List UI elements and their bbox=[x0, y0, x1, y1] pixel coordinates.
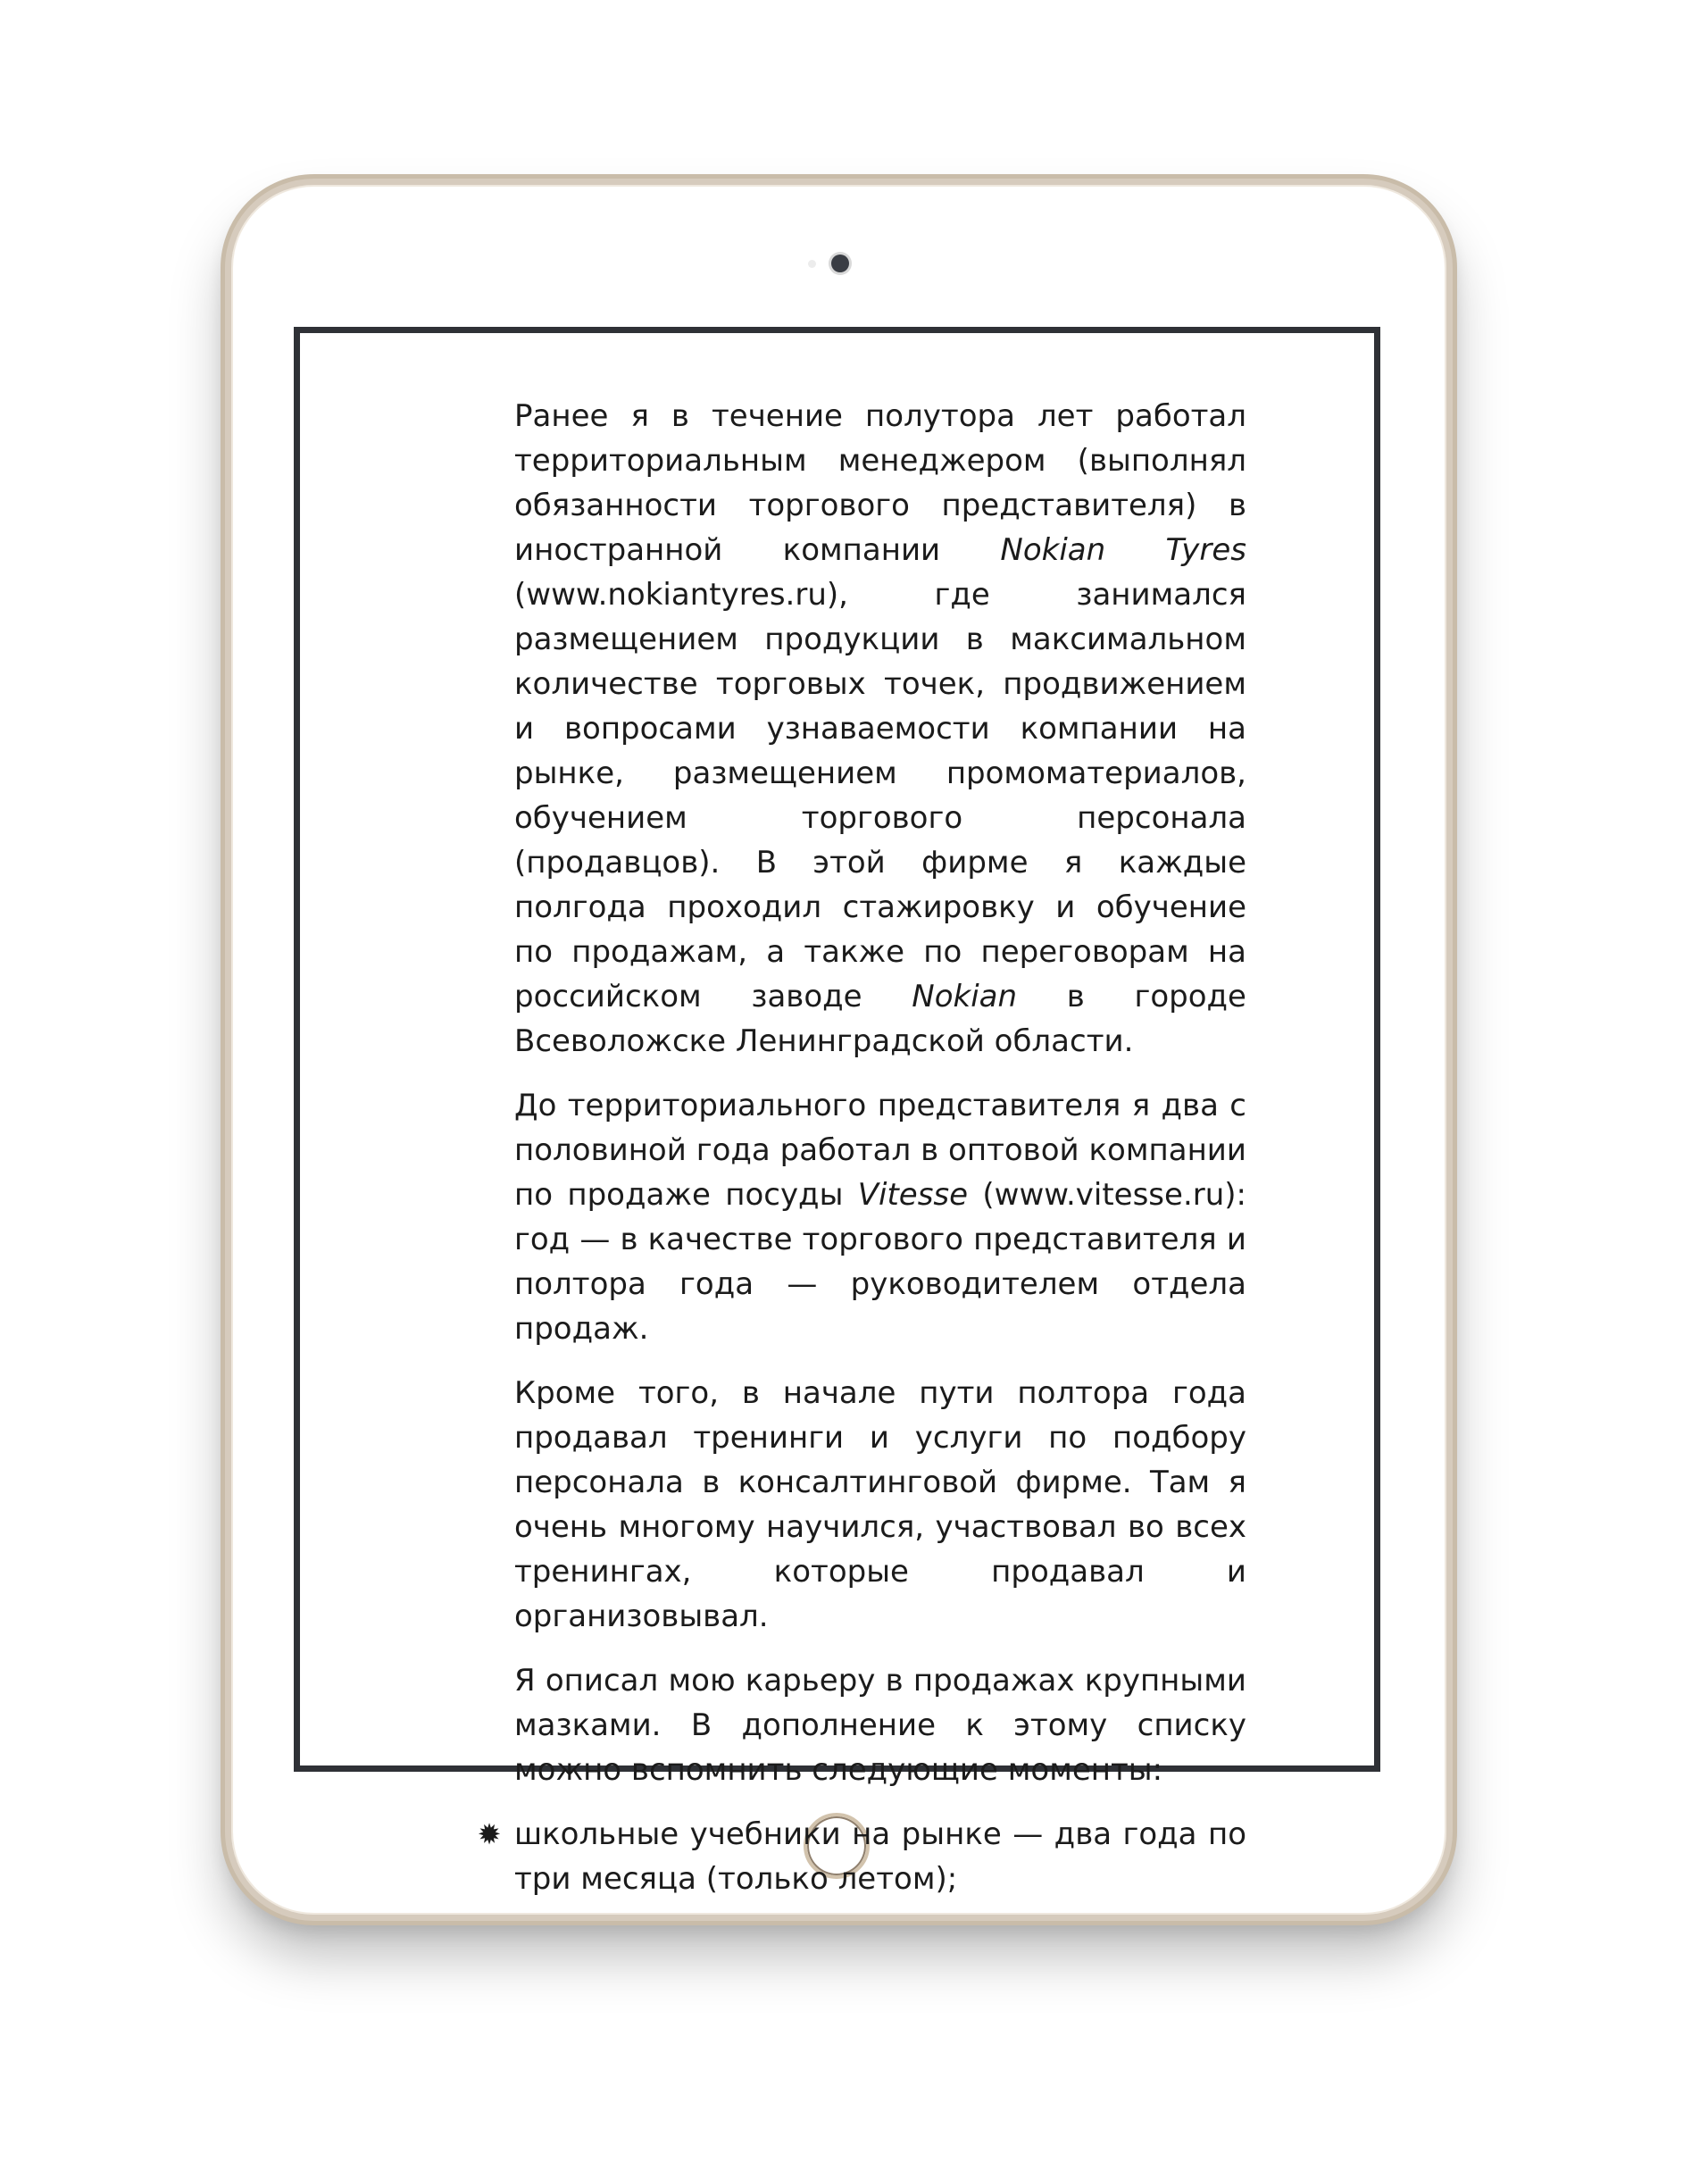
text-run: в городе Всеволожске Ленинградской области. bbox=[514, 979, 1246, 1059]
text-run: Ранее я в течение полутора лет работал территориальным менеджером (выполнял обязанности торгового представителя) в иностранной компании bbox=[514, 398, 1246, 568]
paragraph bbox=[514, 1658, 1246, 1792]
text-run: До территориального представителя я два с половиной года работал в оптовой компании по продаже посуды bbox=[514, 1088, 1246, 1213]
paragraph bbox=[514, 1083, 1246, 1351]
list-item-text: школьные учебники на рынке — два года по три месяца (только летом); bbox=[514, 1816, 1246, 1897]
bullet-list bbox=[477, 1812, 1246, 1901]
italic-text: Vitesse bbox=[857, 1177, 969, 1213]
light-sensor bbox=[808, 260, 816, 268]
text-run: (www.vitesse.ru): год — в качестве торгового представителя и полтора года — руководителем отдела продаж. bbox=[514, 1177, 1246, 1347]
paragraph-container bbox=[514, 394, 1246, 1792]
italic-text: Nokian Tyres bbox=[1000, 532, 1246, 568]
text-run: (www.nokiantyres.ru), где занимался размещением продукции в максимальном количестве торговых точек, продвижением и вопросами узнаваемости компании на рынке, размещением промоматериалов, обучением торгового персонала (продавцов). В этой фирме я каждые полгода проходил стажировку и обучение по продажам, а также по переговорам на российском заводе bbox=[514, 577, 1246, 1014]
book-page bbox=[477, 394, 1246, 1901]
list-item bbox=[471, 1812, 1246, 1901]
paragraph bbox=[514, 394, 1246, 1064]
paragraph bbox=[514, 1371, 1246, 1639]
text-run: Я описал мою карьеру в продажах крупными мазками. В дополнение к этому списку можно вспомнить следующие моменты: bbox=[514, 1663, 1246, 1788]
text-run: Кроме того, в начале пути полтора года продавал тренинги и услуги по подбору персонала в консалтинговой фирме. Там я очень многому научился, участвовал во всех тренингах, которые продавал и организовывал. bbox=[514, 1375, 1246, 1634]
eight-point-star-icon: ✹ bbox=[477, 1817, 502, 1851]
italic-text: Nokian bbox=[912, 979, 1018, 1014]
reader-screen[interactable] bbox=[294, 327, 1380, 1897]
front-camera-icon bbox=[831, 255, 849, 272]
